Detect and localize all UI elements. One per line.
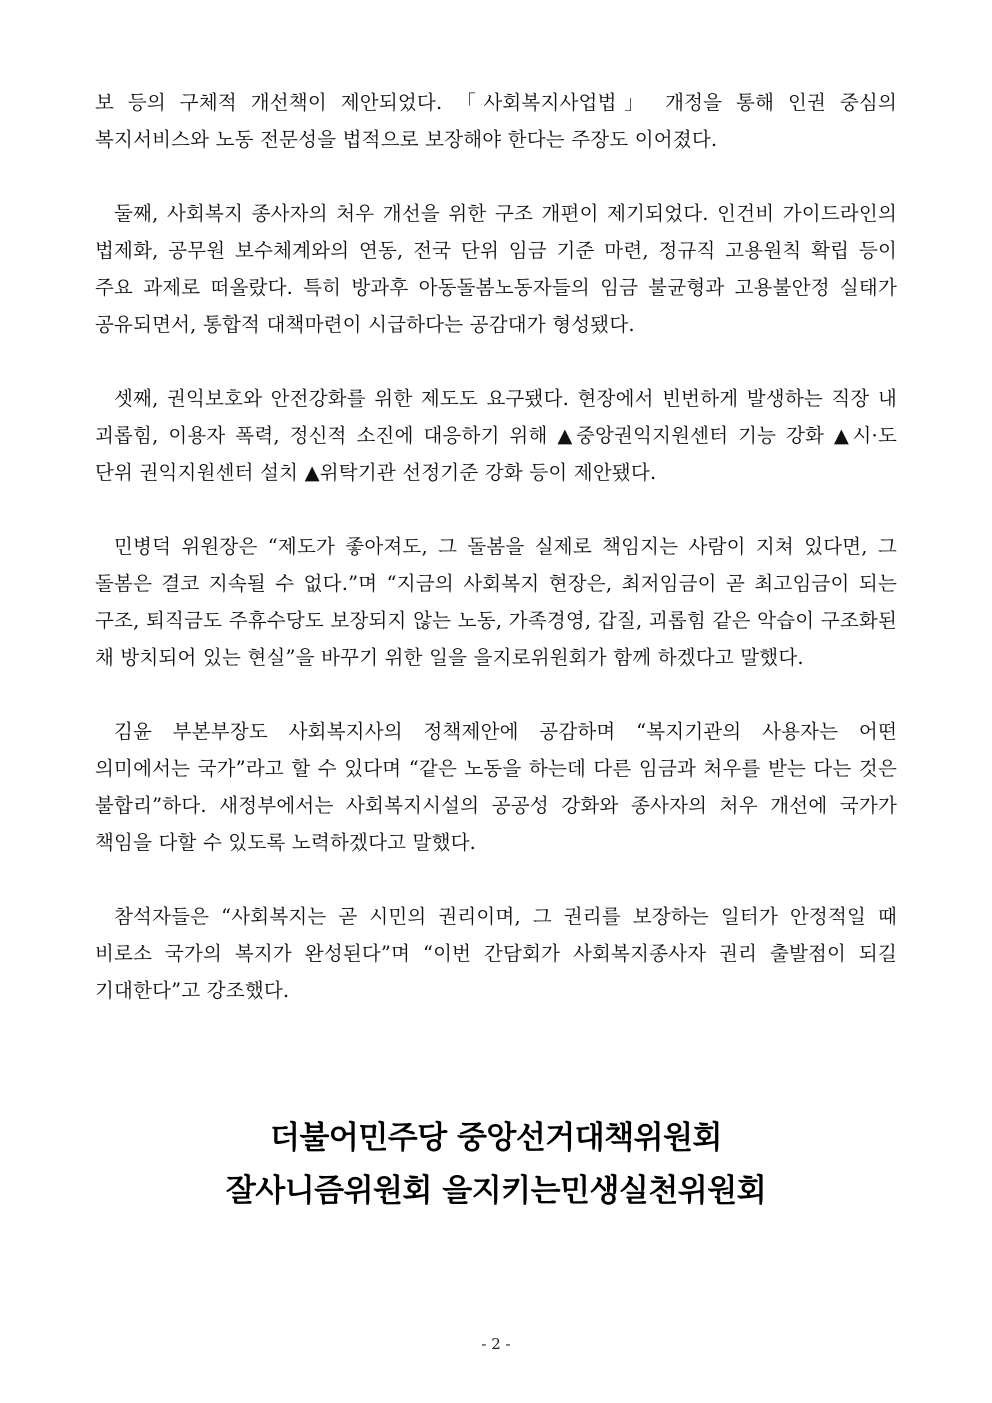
- signature-line-2: 잘사니즘위원회 을지키는민생실천위원회: [225, 1173, 767, 1209]
- document-body: [95, 84, 897, 1046]
- paragraph-chair-quote: 민병덕 위원장은 “제도가 좋아져도, 그 돌봄을 실제로 책임지는 사람이 지쳐 있다면, 그 돌봄은 결코 지속될 수 없다.”며 “지금의 사회복지 현장은, 최저임금이 곧 최고임금이 되는 구조, 퇴직금도 주휴수당도 보장되지 않는 노동, 가족경영, 갑질, 괴롭힘 같은 악습이 구조화된 채 방치되어 있는 현실”을 바꾸기 위한 일을 을지로위원회가 함께 하겠다고 말했다.: [95, 535, 897, 669]
- paragraph-continuation: 보 등의 구체적 개선책이 제안되었다. 「사회복지사업법」 개정을 통해 인권 중심의 복지서비스와 노동 전문성을 법적으로 보장해야 한다는 주장도 이어졌다.: [95, 91, 897, 151]
- signature-line-1: 더불어민주당 중앙선거대책위원회: [270, 1120, 722, 1156]
- paragraph-deputy-quote: 김윤 부본부장도 사회복지사의 정책제안에 공감하며 “복지기관의 사용자는 어떤 의미에서는 국가”라고 할 수 있다며 “같은 노동을 하는데 다른 임금과 처우를 받는 다는 것은 불합리”하다. 새정부에서는 사회복지시설의 공공성 강화와 종사자의 처우 개선에 국가가 책임을 다할 수 있도록 노력하겠다고 말했다.: [95, 720, 897, 854]
- page-number: - 2 -: [481, 1335, 511, 1353]
- paragraph-attendees-quote: 참석자들은 “사회복지는 곧 시민의 권리이며, 그 권리를 보장하는 일터가 안정적일 때 비로소 국가의 복지가 완성된다”며 “이번 간담회가 사회복지종사자 권리 출발점이 되길 기대한다”고 강조했다.: [95, 905, 897, 1002]
- paragraph-third-point: 셋째, 권익보호와 안전강화를 위한 제도도 요구됐다. 현장에서 빈번하게 발생하는 직장 내 괴롭힘, 이용자 폭력, 정신적 소진에 대응하기 위해 ▲중앙권익지원센터 기능 강화 ▲시·도 단위 권익지원센터 설치 ▲위탁기관 선정기준 강화 등이 제안됐다.: [95, 387, 897, 484]
- paragraph-second-point: 둘째, 사회복지 종사자의 처우 개선을 위한 구조 개편이 제기되었다. 인건비 가이드라인의 법제화, 공무원 보수체계와의 연동, 전국 단위 임금 기준 마련, 정규직 고용원칙 확립 등이 주요 과제로 떠올랐다. 특히 방과후 아동돌봄노동자들의 임금 불균형과 고용불안정 실태가 공유되면서, 통합적 대책마련이 시급하다는 공감대가 형성됐다.: [95, 202, 897, 336]
